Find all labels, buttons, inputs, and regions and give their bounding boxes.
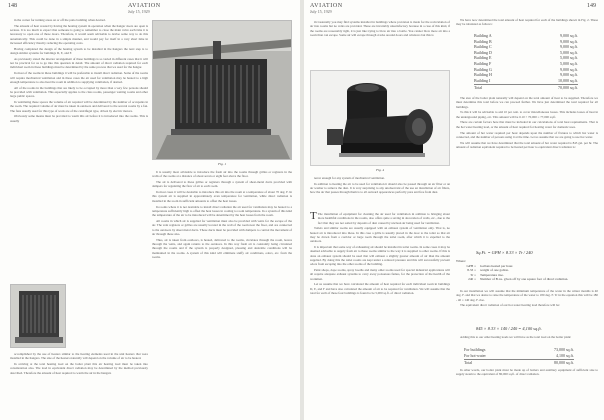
right-page-header [304,3,604,15]
total-load-table [464,347,574,366]
figure-1-photo [152,20,292,160]
paragraph: Obviously some means must be provided to warm this air before it is introduced into the rooms. This is usually [10,114,148,123]
left-page-header [0,3,300,15]
paragraph: We will assume that we have determined that the total amount of hot water required is 845 gal. per hr. The amount of radiation equivalent required to be heated per hour to equivalent direct radiation is: [456,140,598,149]
paragraph: The air is delivered to these grilles or registers through a system of sheet-metal ducts provided with dampers for regulating the flow of air to each room. [152,180,292,189]
table-row: Building C 9,000 sq.ft. [474,44,578,50]
right-page [304,0,604,420]
paragraph: In most of the rooms in these buildings it will be preferable to install direct radiation. Some of the rooms will require mechanical ventilation and in these cases the air used for ventilation may be heated to a high enough temperature to also heat the room in addition to supplying ventilation, if desired. [10,71,148,84]
paragraph: The equivalent direct radiation of our hot-water heating load therefore will be: [460,303,560,308]
table-row: Building B 9,000 sq.ft. [474,38,578,44]
figure-4-photo [310,70,450,166]
legend-row: GPH = Gallons heated per hour. [466,263,514,268]
paragraph: The amount of heat wasted by having the heating system in operation when the hangar doors are open is serious. It is too much to expect that someone is going to remember to close the main valve each time it is necessary to open one of these doors. Therefore, it would seem advisable to devise some way to do this automatically. This could be done in a simple manner, and would pay for itself in a very short time in increased efficiency thereby reducing the operating costs. [10,23,148,45]
figure-4-caption: Fig. 4 [375,168,385,172]
paragraph: All rooms in which air is supplied for ventilation must also be provided with vents for the escape of the air. The vent registers or grilles are usually located in the wall of the room near the floor, and are connected to the outdoors by sheet metal ducts. These ducts must be provided with dampers to control the movement of air through these also. [152,218,292,236]
paragraph: Having completed the design of the heating system to be installed in the hangars the next step is to design similar systems for buildings D, E, and F. [10,46,148,56]
table-total-row: Total 80,000 sq.ft. [464,360,574,366]
paragraph: The size of the boiler plant naturally will depend on the total amount of heat to be supplied. Therefore we must determine this total before we can proceed further. We have just determined the total required for all buildings. [456,96,598,109]
figure-small-photo [10,284,66,348]
paragraph: As previously stated the interior arrangement of these buildings is so varied in different cases that it will not be practical for us to go into this question in detail. The amount of direct radiation required for each individual room in these buildings must be determined by the same process that we used for the hangar. [10,56,148,70]
left-column-1-bottom [10,352,148,416]
paragraph: T The installation of equipment for cleaning the air used for ventilation in addition to bringing about more healthful conditions in the rooms, also offers quite a saving in decoration of walls, etc., due to the fact that they are not soiled by deposits of dust caused by unclean air being used for ventilation. [310,212,450,225]
paragraph: The amount of hot water required per hour depends upon the number of fixtures to which hot water is connected, and the number of persons using it at the time. Let us assume that we are going to use hot water. [456,130,598,139]
table-row: Building F 5,000 sq.ft. [474,60,578,66]
figure-1-caption: Fig. 1 [217,162,227,166]
right-running-date: July 15, 1929 [310,9,332,14]
right-column-2-after-equation [456,289,598,323]
right-column-2-intro [456,18,598,32]
paragraph: In our installation we will assume that the minimum temperature of the water in the winter months is 40 deg. F. and that we desire to raise the temperature of the water to 180 deg. F. Tr in the equation this will be 180 - 40 = 140 deg. F. rise. [456,289,598,302]
legend-row: 8.33 = weight of one gallon. [467,268,509,273]
right-column-2-mid [456,96,598,246]
equation-legend [456,259,598,282]
paragraph: in the corner for turning areas on or off the patio building when desired. [14,18,106,22]
table-row: Building A 9,000 sq.ft. [474,33,578,38]
paragraph: Let us assume that we have calculated the amount of heat required for each individual room in buildings D, E, and F and have also calculated the amount of air to be required for ventilation. We will assume that the total for each of these four buildings is found to be 5,000 sq.ft. of direct radiation. [310,282,450,296]
paragraph: In rooms where it is not desirable to install direct radiation the air used for ventilation may be heated to a temperature sufficiently high to offset the heat losses in cooling to room temperature. In a system of this kind the temperature of the air to be introduced will be determined by the heat losses from the room. [152,204,292,218]
fan-heater-machine-photo [311,71,450,166]
right-page-number: 149 [587,3,596,9]
paragraph: Adding this to our other heating loads we will have as the total load on the boiler plant: [460,335,572,339]
unit-heater-photo [153,21,292,160]
left-running-date: July 15, 1929 [128,9,150,14]
left-running-title: AVIATION [128,3,161,9]
table-row: Building D 5,000 sq.ft. [474,49,578,55]
paragraph: never enough for any system of mechanical ventilation. [314,176,385,180]
table-total-row: Total 70,000 sq.ft. [474,85,578,91]
table-row: Building I 10,000 sq.ft. [474,77,578,83]
building-load-table [474,33,578,91]
paragraph: Paint shops, dope rooms, spray booths and many other rooms used for special industrial applications will all require adequate exhaust systems to carry away poisonous fumes, for the protection of the health of the workmen. [310,268,450,281]
right-column-2-conclusion [456,368,598,416]
paragraph: In most cases it will be desirable to introduce this air into the room at a temperature of about 70 deg. F. In this system air is supplied in approximately even temperature for ventilation, while direct radiation is installed in the room in sufficient amounts to offset the heat losses. [152,190,292,203]
legend-row: Tr = Temperature rise. [470,272,504,277]
paragraph: Occasionally you may find systems installed in buildings where provision is made for the recirculation of air into rooms but no vents are provided. These are invariably unsatisfactory because in a case of this kind, if the rooms are reasonably tight, it is just like trying to blow air into a bottle. You cannot blow more air into a room than can escape. Some air will escape through cracks around doors and windows but this is [310,20,450,37]
drop-cap: T [310,212,317,222]
paragraph: In ventilating these spaces the volume of air required will be determined by the number of occupants in the room. The required volume of air must be taken in outdoors and delivered to the several rooms by a fan. The fans usually used for this type of work are of the centrifugal type, driven by electric motors. [10,100,148,113]
left-page-number: 148 [8,3,17,9]
left-page [0,0,300,420]
paragraph: accomplished by the use of heaters similar to the heating elements used in the unit heaters that were installed in the hangars. The size of the heaters naturally will depend on the volume of air to be heated. [10,352,148,361]
right-running-title: AVIATION [310,3,343,9]
table-row: Building H 9,000 sq.ft. [474,72,578,78]
left-column-2 [152,170,292,416]
left-column-1 [10,18,148,280]
paragraph: There are certain factors here that must be included in our calculations of total heat requirements. That is the hot water heating load, or the amount of heat required for heating water for domestic uses. [456,120,598,129]
paragraph: We have now determined the total amount of heat required for each of the buildings shown in Fig. 2. These may be tabulated as follows: [456,18,598,27]
table-row: For buildings 73,000 sq.ft. [464,347,574,352]
paragraph: It is usually most advisable to introduce the fresh air into the rooms through grilles or registers in the walls of the rooms at a distance of about seven or eight feet above the floor. [152,170,292,179]
equation-hot-water: 845 × 8.33 × 140 / 240 = 4,100 sq.ft. [476,326,542,331]
table-row: Building G 9,000 sq.ft. [474,66,578,72]
paragraph: All of the rooms in the buildings that are likely to be occupied by more than a very few persons should be provided with ventilation. This especially applies to the class rooms, passenger waiting rooms and other large public spaces. [10,85,148,99]
paragraph: In arriving at the total heating load on the boiler plant this air heating load must be taken into consideration also. The load in equivalent direct radiation may be determined by the method previously described. Therefore the amount of heat required to warm the air in the hangars [10,362,148,375]
paragraph: It is important that some way of exhausting air should be installed in toilet rooms. In some cases it may be deemed advisable to supply fresh air to these rooms similar to the way it is supplied to other rooms. If this is done an exhaust system should be used that will exhaust a slightly greater amount of air than the amount supplied. By doing this the toilet rooms are kept under a reduced pressure and this will successfully prevent odors from escaping into the other rooms of the building. [310,245,450,267]
paragraph: In other words, our boiler plant must be made up of boilers and auxiliary equipment of sufficient size to supply steam to the equivalent of 80,000 sq.ft. of direct radiation. [456,368,598,377]
right-column-1-top [310,20,450,68]
fan-unit-photo [11,285,66,348]
legend-row: 240 = Number of B.t.u. given off by one square foot of direct radiation. [468,277,569,282]
right-column-1-bottom [310,212,450,416]
right-column-1-mid [310,176,450,208]
table-row: For hot-water 4,100 sq.ft. [464,352,574,358]
paragraph: Toilets and similar rooms are usually equipped with an exhaust system of ventilation only. That is, no heated air is introduced into these. In this case a grille is usually placed in the door to the toilet so that air may be drawn from a corridor or large room through the toilet room, after which it is expelled to the outdoors. [310,226,450,244]
right-column-2-total-intro [456,335,598,345]
table-row: Building E 5,000 sq.ft. [474,55,578,61]
where-label: Where: [456,259,466,263]
equation-sqft: Sq.Ft. = GPH × 8.33 × Tr / 240 [476,250,533,255]
paragraph: To this it will be advisable to add 10 per cent. to cover miscellaneous losses. This includes losses of heat in the underground piping, etc. This amount will be 0.10 × 70,000 = 77,000 sq.ft. [456,110,598,119]
paragraph: In addition to heating the air to be used for ventilation it should also be passed through an air filter or an air washer to remove the dust. It is very surprising to any unobservant of the use an installation of air filters, how the air that passes through them is to all outward appearances perfectly pure and free from dust. [310,181,450,195]
paragraph: Thus, air is taken from outdoors, is heated, delivered to the rooms, circulates through the room, leaves through the vents, and again returns to the outdoors. In this way fresh air is constantly being circulated through the rooms and if the system is properly designed, pleasing and desirable conditions will be maintained in the rooms. A system of this kind will eliminate stuffy air conditions, odors, etc. from the rooms. [152,237,292,259]
